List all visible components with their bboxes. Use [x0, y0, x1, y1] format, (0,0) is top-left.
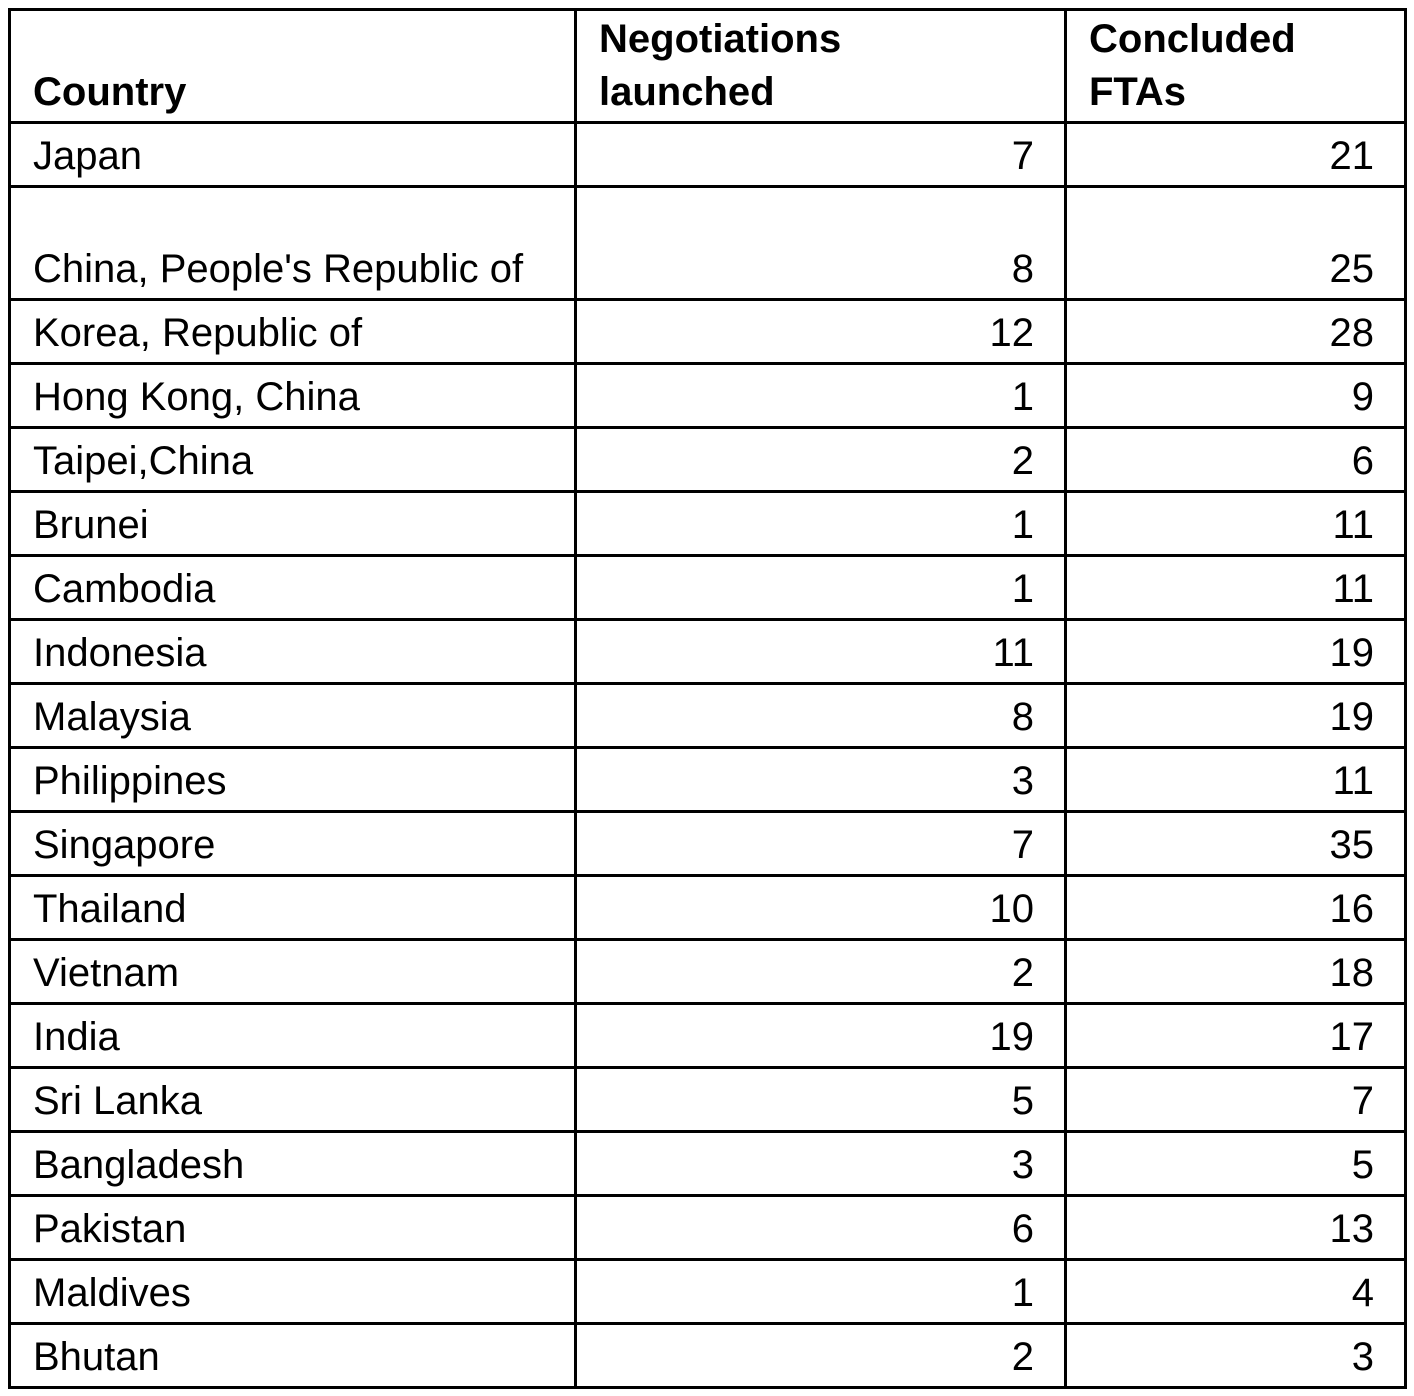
- negotiations-cell: 5: [576, 1068, 1066, 1132]
- concluded-cell: 19: [1066, 684, 1406, 748]
- table-row: [10, 123, 1406, 187]
- table-row: [10, 300, 1406, 364]
- country-cell: Philippines: [10, 748, 576, 812]
- concluded-cell: 11: [1066, 748, 1406, 812]
- negotiations-cell: 6: [576, 1196, 1066, 1260]
- concluded-cell: 19: [1066, 620, 1406, 684]
- negotiations-cell: 1: [576, 556, 1066, 620]
- negotiations-cell: 10: [576, 876, 1066, 940]
- negotiations-cell: 2: [576, 428, 1066, 492]
- negotiations-cell: 19: [576, 1004, 1066, 1068]
- concluded-cell: 16: [1066, 876, 1406, 940]
- country-cell: Brunei: [10, 492, 576, 556]
- concluded-cell: 4: [1066, 1260, 1406, 1324]
- negotiations-cell: 7: [576, 123, 1066, 187]
- country-cell: Hong Kong, China: [10, 364, 576, 428]
- country-cell: China, People's Republic of: [10, 187, 576, 300]
- table-row: [10, 812, 1406, 876]
- header-concluded-label-line2: FTAs: [1089, 70, 1187, 114]
- negotiations-cell: 1: [576, 492, 1066, 556]
- header-country-label: Country: [33, 70, 187, 114]
- concluded-cell: 28: [1066, 300, 1406, 364]
- table-row: [10, 187, 1406, 300]
- negotiations-cell: 1: [576, 1260, 1066, 1324]
- negotiations-cell: 8: [576, 684, 1066, 748]
- negotiations-cell: 2: [576, 940, 1066, 1004]
- concluded-cell: 35: [1066, 812, 1406, 876]
- country-cell: Thailand: [10, 876, 576, 940]
- header-negotiations-label-line1: Negotiations: [599, 17, 842, 61]
- table-row: [10, 428, 1406, 492]
- country-cell: Vietnam: [10, 940, 576, 1004]
- concluded-cell: 18: [1066, 940, 1406, 1004]
- concluded-cell: 6: [1066, 428, 1406, 492]
- table-row: [10, 1132, 1406, 1196]
- country-cell: Singapore: [10, 812, 576, 876]
- negotiations-cell: 2: [576, 1324, 1066, 1388]
- table-row: [10, 556, 1406, 620]
- header-negotiations-label-line2: launched: [599, 70, 775, 114]
- country-cell: Bhutan: [10, 1324, 576, 1388]
- negotiations-cell: 3: [576, 748, 1066, 812]
- header-concluded-label-line1: Concluded: [1089, 17, 1296, 61]
- table-row: [10, 1260, 1406, 1324]
- table-row: [10, 620, 1406, 684]
- country-cell: Maldives: [10, 1260, 576, 1324]
- table-row: [10, 492, 1406, 556]
- table-row: [10, 1324, 1406, 1388]
- concluded-cell: 13: [1066, 1196, 1406, 1260]
- country-cell: Sri Lanka: [10, 1068, 576, 1132]
- fta-table: [8, 8, 1407, 1389]
- country-cell: Indonesia: [10, 620, 576, 684]
- table-row: [10, 1068, 1406, 1132]
- negotiations-cell: 3: [576, 1132, 1066, 1196]
- negotiations-cell: 11: [576, 620, 1066, 684]
- table-row: [10, 1004, 1406, 1068]
- header-country: [10, 10, 576, 123]
- country-cell: Cambodia: [10, 556, 576, 620]
- country-cell: Japan: [10, 123, 576, 187]
- table-row: [10, 1196, 1406, 1260]
- concluded-cell: 9: [1066, 364, 1406, 428]
- table-row: [10, 748, 1406, 812]
- country-cell: Malaysia: [10, 684, 576, 748]
- concluded-cell: 21: [1066, 123, 1406, 187]
- table-row: [10, 940, 1406, 1004]
- concluded-cell: 7: [1066, 1068, 1406, 1132]
- country-cell: Pakistan: [10, 1196, 576, 1260]
- country-cell: Korea, Republic of: [10, 300, 576, 364]
- country-cell: Taipei,China: [10, 428, 576, 492]
- country-cell: Bangladesh: [10, 1132, 576, 1196]
- header-row: [10, 10, 1406, 123]
- negotiations-cell: 8: [576, 187, 1066, 300]
- concluded-cell: 11: [1066, 492, 1406, 556]
- concluded-cell: 5: [1066, 1132, 1406, 1196]
- concluded-cell: 25: [1066, 187, 1406, 300]
- negotiations-cell: 12: [576, 300, 1066, 364]
- negotiations-cell: 7: [576, 812, 1066, 876]
- country-cell: India: [10, 1004, 576, 1068]
- negotiations-cell: 1: [576, 364, 1066, 428]
- table-row: [10, 684, 1406, 748]
- concluded-cell: 3: [1066, 1324, 1406, 1388]
- table-row: [10, 364, 1406, 428]
- concluded-cell: 17: [1066, 1004, 1406, 1068]
- header-negotiations-launched: [576, 10, 1066, 123]
- concluded-cell: 11: [1066, 556, 1406, 620]
- table-row: [10, 876, 1406, 940]
- header-concluded-ftas: [1066, 10, 1406, 123]
